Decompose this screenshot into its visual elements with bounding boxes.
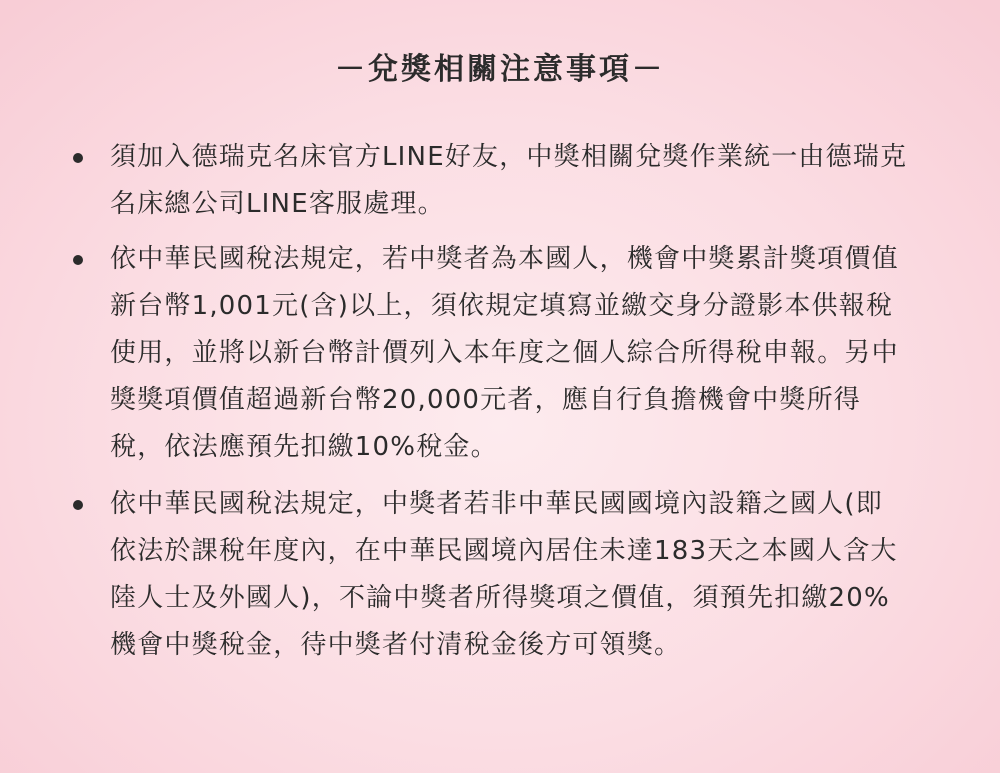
notice-item-domestic-tax — [0, 236, 910, 471]
notice-list — [0, 134, 1000, 677]
bullet-dot-icon — [73, 500, 83, 510]
bullet-dot-icon — [73, 255, 83, 265]
notice-text: 依中華民國稅法規定，中獎者若非中華民國國境內設籍之國人(即依法於課稅年度內，在中華民國境內居住未達183天之本國人含大陸人士及外國人)，不論中獎者所得獎項之價值，須預先扣繳20%機會中獎稅金，待中獎者付清稅金後方可領獎。 — [110, 489, 898, 660]
notice-item-line-friend — [0, 134, 910, 228]
notice-text: 須加入德瑞克名床官方LINE好友，中獎相關兌獎作業統一由德瑞克名床總公司LINE客服處理。 — [110, 142, 908, 219]
notice-item-foreign-tax — [0, 481, 910, 669]
bullet-dot-icon — [73, 153, 83, 163]
section-heading: －兌獎相關注意事項－ — [335, 52, 665, 87]
notice-text: 依中華民國稅法規定，若中獎者為本國人，機會中獎累計獎項價值新台幣1,001元(含)以上，須依規定填寫並繳交身分證影本供報稅使用，並將以新台幣計價列入本年度之個人綜合所得稅申報。另中獎獎項價值超過新台幣20,000元者，應自行負擔機會中獎所得稅，依法應預先扣繳10%稅金。 — [110, 244, 899, 462]
